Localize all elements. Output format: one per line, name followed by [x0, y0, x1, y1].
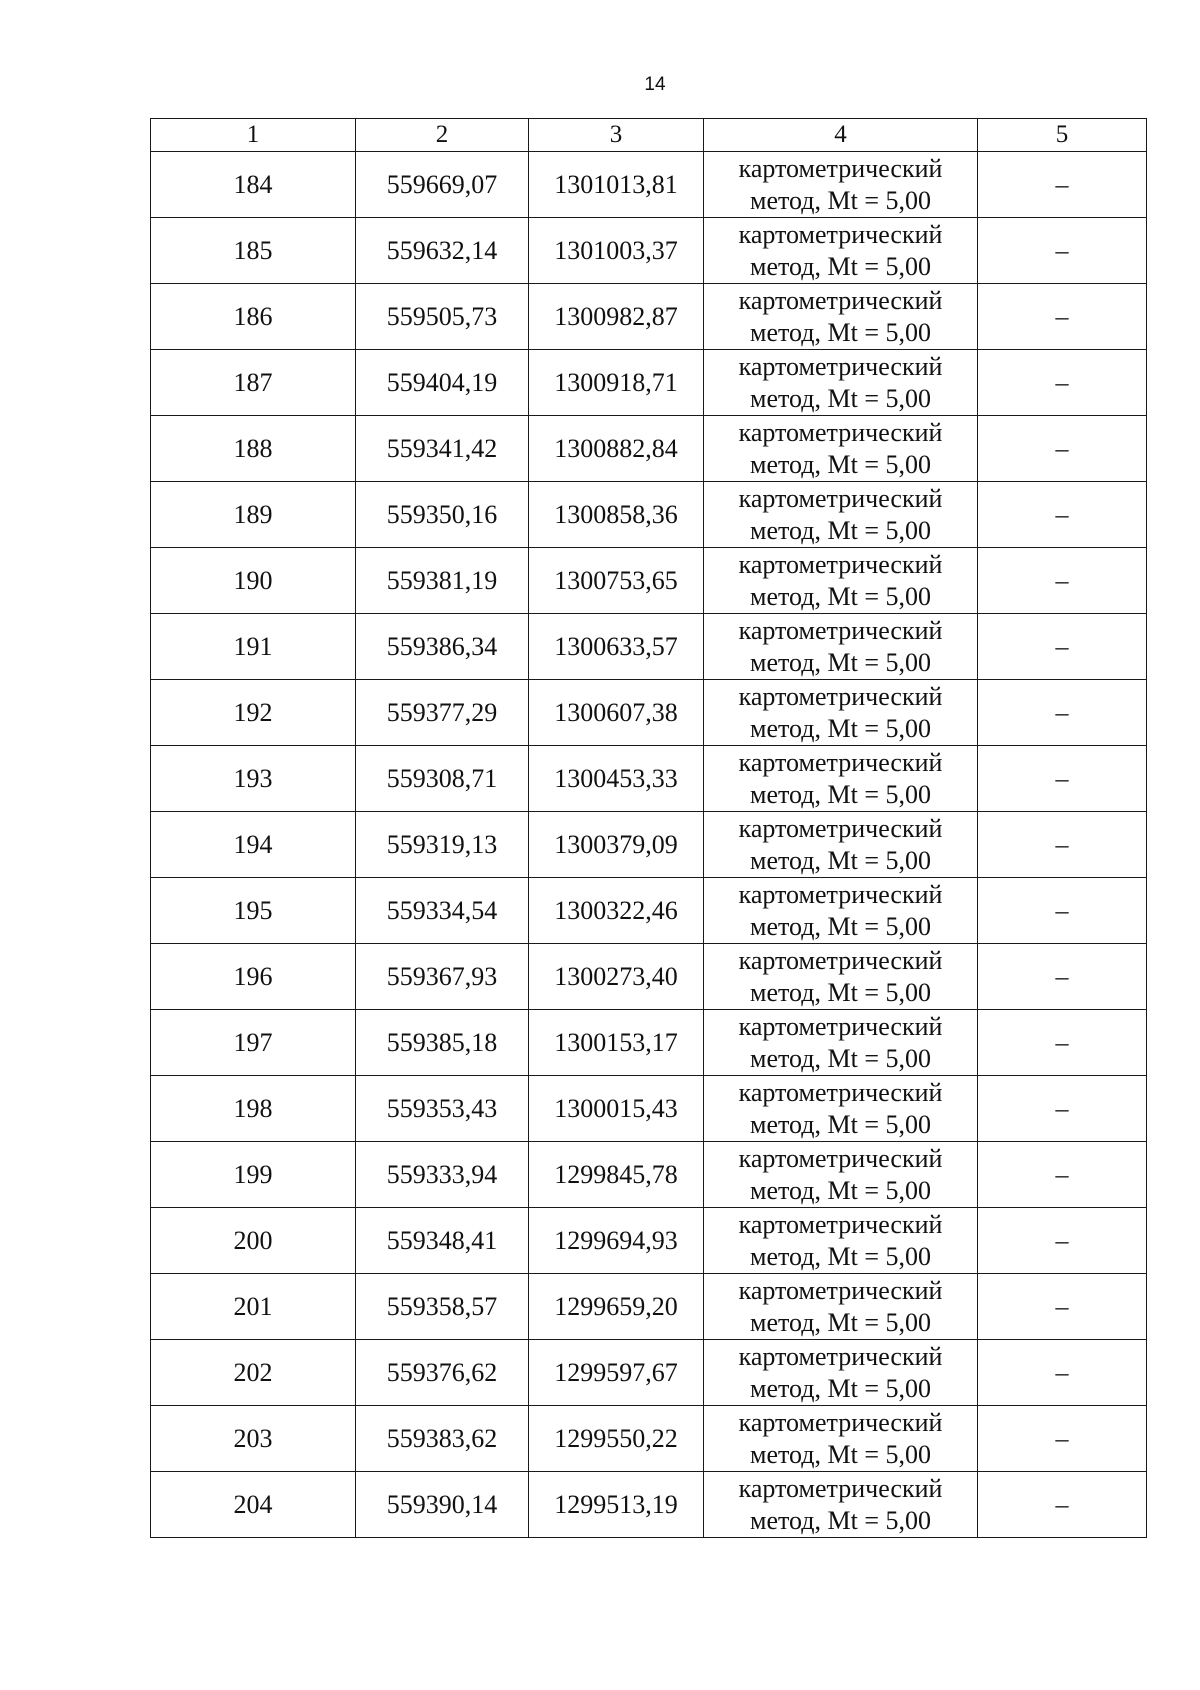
header-cell-3: 3 — [529, 119, 704, 152]
method-line-2: метод, Mt = 5,00 — [750, 515, 931, 545]
description-cell: – — [978, 152, 1147, 218]
method-line-1: картометрический — [738, 1341, 943, 1371]
coordinate-x: 559367,93 — [356, 944, 529, 1010]
table-row — [151, 1010, 1147, 1076]
coordinate-x: 559348,41 — [356, 1208, 529, 1274]
description-cell: – — [978, 1142, 1147, 1208]
point-number: 194 — [151, 812, 356, 878]
description-cell: – — [978, 944, 1147, 1010]
method-line-1: картометрический — [738, 945, 943, 975]
table-row — [151, 218, 1147, 284]
coordinate-y: 1300273,40 — [529, 944, 704, 1010]
method-line-1: картометрический — [738, 549, 943, 579]
point-number: 185 — [151, 218, 356, 284]
description-cell: – — [978, 812, 1147, 878]
method-line-1: картометрический — [738, 813, 943, 843]
method-line-2: метод, Mt = 5,00 — [750, 713, 931, 743]
description-cell: – — [978, 614, 1147, 680]
point-number: 203 — [151, 1406, 356, 1472]
coordinate-y: 1300753,65 — [529, 548, 704, 614]
method-line-1: картометрический — [738, 1209, 943, 1239]
method-line-2: метод, Mt = 5,00 — [750, 317, 931, 347]
method-cell — [704, 1076, 978, 1142]
method-line-1: картометрический — [738, 1473, 943, 1503]
method-cell — [704, 548, 978, 614]
coordinate-x: 559376,62 — [356, 1340, 529, 1406]
coordinate-x: 559377,29 — [356, 680, 529, 746]
coordinate-x: 559308,71 — [356, 746, 529, 812]
method-line-2: метод, Mt = 5,00 — [750, 1373, 931, 1403]
coordinate-y: 1300379,09 — [529, 812, 704, 878]
coordinate-y: 1299845,78 — [529, 1142, 704, 1208]
table-row — [151, 680, 1147, 746]
point-number: 193 — [151, 746, 356, 812]
method-line-1: картометрический — [738, 219, 943, 249]
description-cell: – — [978, 482, 1147, 548]
table-row — [151, 548, 1147, 614]
header-cell-4: 4 — [704, 119, 978, 152]
method-cell — [704, 746, 978, 812]
coordinate-x: 559381,19 — [356, 548, 529, 614]
point-number: 190 — [151, 548, 356, 614]
description-cell: – — [978, 284, 1147, 350]
coordinate-y: 1300633,57 — [529, 614, 704, 680]
coordinate-x: 559358,57 — [356, 1274, 529, 1340]
description-cell: – — [978, 1406, 1147, 1472]
method-cell — [704, 878, 978, 944]
point-number: 191 — [151, 614, 356, 680]
header-cell-1: 1 — [151, 119, 356, 152]
method-line-1: картометрический — [738, 153, 943, 183]
header-row — [151, 119, 1147, 152]
table-row — [151, 878, 1147, 944]
method-line-2: метод, Mt = 5,00 — [750, 845, 931, 875]
point-number: 204 — [151, 1472, 356, 1538]
description-cell: – — [978, 1472, 1147, 1538]
coordinate-y: 1300153,17 — [529, 1010, 704, 1076]
table-row — [151, 1076, 1147, 1142]
method-line-1: картометрический — [738, 417, 943, 447]
method-line-1: картометрический — [738, 1407, 943, 1437]
table-row — [151, 284, 1147, 350]
coordinate-y: 1299550,22 — [529, 1406, 704, 1472]
table-row — [151, 482, 1147, 548]
method-cell — [704, 350, 978, 416]
method-cell — [704, 284, 978, 350]
coordinate-y: 1301003,37 — [529, 218, 704, 284]
table-row — [151, 1472, 1147, 1538]
description-cell: – — [978, 1076, 1147, 1142]
table-row — [151, 350, 1147, 416]
method-line-1: картометрический — [738, 615, 943, 645]
table-row — [151, 1142, 1147, 1208]
coordinate-x: 559333,94 — [356, 1142, 529, 1208]
description-cell: – — [978, 878, 1147, 944]
method-cell — [704, 1274, 978, 1340]
coordinate-x: 559390,14 — [356, 1472, 529, 1538]
method-line-1: картометрический — [738, 285, 943, 315]
coordinate-y: 1301013,81 — [529, 152, 704, 218]
coordinate-y: 1300453,33 — [529, 746, 704, 812]
coordinate-x: 559341,42 — [356, 416, 529, 482]
method-cell — [704, 680, 978, 746]
table-row — [151, 1340, 1147, 1406]
method-line-2: метод, Mt = 5,00 — [750, 911, 931, 941]
method-cell — [704, 416, 978, 482]
coordinate-x: 559319,13 — [356, 812, 529, 878]
coordinate-x: 559386,34 — [356, 614, 529, 680]
description-cell: – — [978, 746, 1147, 812]
coordinate-x: 559669,07 — [356, 152, 529, 218]
method-line-1: картометрический — [738, 747, 943, 777]
coordinate-y: 1300918,71 — [529, 350, 704, 416]
coordinate-y: 1300858,36 — [529, 482, 704, 548]
description-cell: – — [978, 350, 1147, 416]
method-line-2: метод, Mt = 5,00 — [750, 1241, 931, 1271]
coordinate-y: 1300607,38 — [529, 680, 704, 746]
table-row — [151, 1406, 1147, 1472]
table-row — [151, 746, 1147, 812]
method-line-2: метод, Mt = 5,00 — [750, 647, 931, 677]
point-number: 188 — [151, 416, 356, 482]
point-number: 186 — [151, 284, 356, 350]
method-line-1: картометрический — [738, 879, 943, 909]
point-number: 199 — [151, 1142, 356, 1208]
header-cell-2: 2 — [356, 119, 529, 152]
coordinate-y: 1300982,87 — [529, 284, 704, 350]
point-number: 197 — [151, 1010, 356, 1076]
point-number: 189 — [151, 482, 356, 548]
table-row — [151, 1274, 1147, 1340]
coordinate-y: 1300015,43 — [529, 1076, 704, 1142]
method-cell — [704, 614, 978, 680]
method-line-2: метод, Mt = 5,00 — [750, 581, 931, 611]
method-line-1: картометрический — [738, 351, 943, 381]
table-row — [151, 152, 1147, 218]
table-body — [151, 152, 1147, 1538]
description-cell: – — [978, 1208, 1147, 1274]
method-cell — [704, 1142, 978, 1208]
method-line-2: метод, Mt = 5,00 — [750, 1109, 931, 1139]
method-line-1: картометрический — [738, 1077, 943, 1107]
point-number: 195 — [151, 878, 356, 944]
coordinate-y: 1299597,67 — [529, 1340, 704, 1406]
method-line-1: картометрический — [738, 1275, 943, 1305]
coordinate-y: 1300322,46 — [529, 878, 704, 944]
point-number: 198 — [151, 1076, 356, 1142]
coordinate-x: 559383,62 — [356, 1406, 529, 1472]
coordinate-x: 559353,43 — [356, 1076, 529, 1142]
method-cell — [704, 1010, 978, 1076]
point-number: 200 — [151, 1208, 356, 1274]
method-line-2: метод, Mt = 5,00 — [750, 779, 931, 809]
coordinate-y: 1299694,93 — [529, 1208, 704, 1274]
table-row — [151, 614, 1147, 680]
coordinate-y: 1300882,84 — [529, 416, 704, 482]
method-line-1: картометрический — [738, 483, 943, 513]
description-cell: – — [978, 1010, 1147, 1076]
description-cell: – — [978, 1274, 1147, 1340]
table-row — [151, 812, 1147, 878]
description-cell: – — [978, 218, 1147, 284]
point-number: 201 — [151, 1274, 356, 1340]
coordinates-table — [150, 118, 1147, 1538]
method-line-1: картометрический — [738, 1143, 943, 1173]
point-number: 192 — [151, 680, 356, 746]
method-cell — [704, 1406, 978, 1472]
method-line-1: картометрический — [738, 681, 943, 711]
description-cell: – — [978, 680, 1147, 746]
point-number: 184 — [151, 152, 356, 218]
table-row — [151, 416, 1147, 482]
coordinate-x: 559334,54 — [356, 878, 529, 944]
method-line-2: метод, Mt = 5,00 — [750, 1439, 931, 1469]
coordinate-y: 1299513,19 — [529, 1472, 704, 1538]
method-cell — [704, 152, 978, 218]
coordinate-x: 559404,19 — [356, 350, 529, 416]
method-line-2: метод, Mt = 5,00 — [750, 251, 931, 281]
method-cell — [704, 944, 978, 1010]
coordinate-x: 559632,14 — [356, 218, 529, 284]
method-cell — [704, 1340, 978, 1406]
description-cell: – — [978, 1340, 1147, 1406]
description-cell: – — [978, 548, 1147, 614]
coordinate-y: 1299659,20 — [529, 1274, 704, 1340]
method-line-2: метод, Mt = 5,00 — [750, 1043, 931, 1073]
header-cell-5: 5 — [978, 119, 1147, 152]
page-number: 14 — [644, 74, 666, 95]
coordinate-x: 559385,18 — [356, 1010, 529, 1076]
table-row — [151, 944, 1147, 1010]
method-line-2: метод, Mt = 5,00 — [750, 383, 931, 413]
method-cell — [704, 812, 978, 878]
table-row — [151, 1208, 1147, 1274]
method-cell — [704, 1208, 978, 1274]
coordinate-x: 559350,16 — [356, 482, 529, 548]
coordinate-x: 559505,73 — [356, 284, 529, 350]
method-line-1: картометрический — [738, 1011, 943, 1041]
method-line-2: метод, Mt = 5,00 — [750, 977, 931, 1007]
method-line-2: метод, Mt = 5,00 — [750, 449, 931, 479]
method-line-2: метод, Mt = 5,00 — [750, 1307, 931, 1337]
method-line-2: метод, Mt = 5,00 — [750, 1175, 931, 1205]
point-number: 187 — [151, 350, 356, 416]
description-cell: – — [978, 416, 1147, 482]
point-number: 196 — [151, 944, 356, 1010]
method-cell — [704, 218, 978, 284]
method-cell — [704, 1472, 978, 1538]
point-number: 202 — [151, 1340, 356, 1406]
method-cell — [704, 482, 978, 548]
method-line-2: метод, Mt = 5,00 — [750, 1505, 931, 1535]
method-line-2: метод, Mt = 5,00 — [750, 185, 931, 215]
